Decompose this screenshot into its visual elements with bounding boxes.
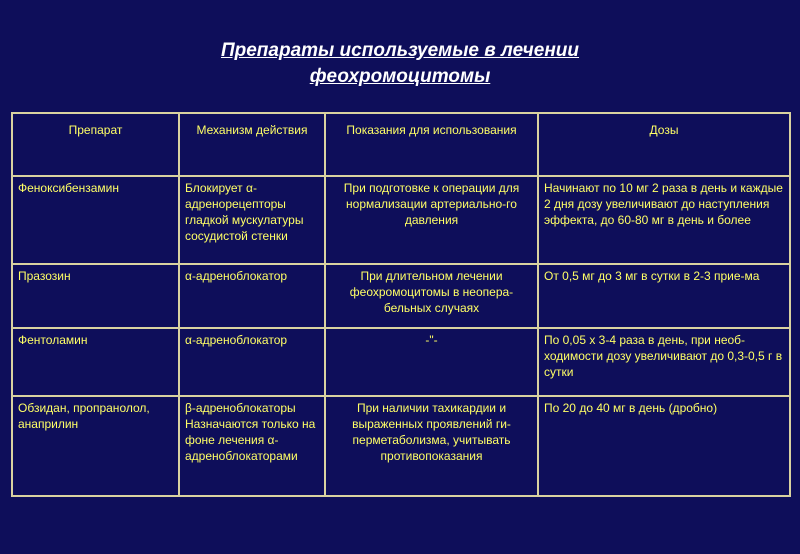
cell-indications: При подготовке к операции для нормализации артериально-го давления [325, 176, 538, 264]
cell-doses: По 0,05 х 3-4 раза в день, при необ-ходимости дозу увеличивают до 0,3-0,5 г в сутки [538, 328, 790, 396]
cell-doses: Начинают по 10 мг 2 раза в день и каждые 2 дня дозу увеличивают до наступления эффекта, до 60-80 мг в день и более [538, 176, 790, 264]
cell-drug: Празозин [12, 264, 179, 328]
table-header-row [12, 113, 790, 176]
cell-indications: -"- [325, 328, 538, 396]
cell-drug: Обзидан, пропранолол, анаприлин [12, 396, 179, 496]
table-row [12, 264, 790, 328]
header-drug: Препарат [12, 113, 179, 176]
cell-mechanism: Блокирует α-адренорецепторы гладкой мускулатуры сосудистой стенки [179, 176, 325, 264]
cell-doses: По 20 до 40 мг в день (дробно) [538, 396, 790, 496]
cell-drug: Феноксибензамин [12, 176, 179, 264]
title-line-2: феохромоцитомы [309, 66, 491, 87]
slide-title [0, 38, 800, 90]
table-row [12, 396, 790, 496]
table-row [12, 176, 790, 264]
header-indications: Показания для использования [325, 113, 538, 176]
drugs-table [11, 112, 791, 497]
cell-indications: При наличии тахикардии и выраженных проявлений ги-перметаболизма, учитывать противопоказания [325, 396, 538, 496]
cell-drug: Фентоламин [12, 328, 179, 396]
cell-doses: От 0,5 мг до 3 мг в сутки в 2-3 прие-ма [538, 264, 790, 328]
title-line-1: Препараты используемые в лечении [220, 40, 580, 61]
table-row [12, 328, 790, 396]
header-doses: Дозы [538, 113, 790, 176]
cell-mechanism: β-адреноблокаторы Назначаются только на фоне лечения α-адреноблокаторами [179, 396, 325, 496]
cell-indications: При длительном лечении феохромоцитомы в неопера-бельных случаях [325, 264, 538, 328]
cell-mechanism: α-адреноблокатор [179, 328, 325, 396]
cell-mechanism: α-адреноблокатор [179, 264, 325, 328]
header-mechanism: Механизм действия [179, 113, 325, 176]
